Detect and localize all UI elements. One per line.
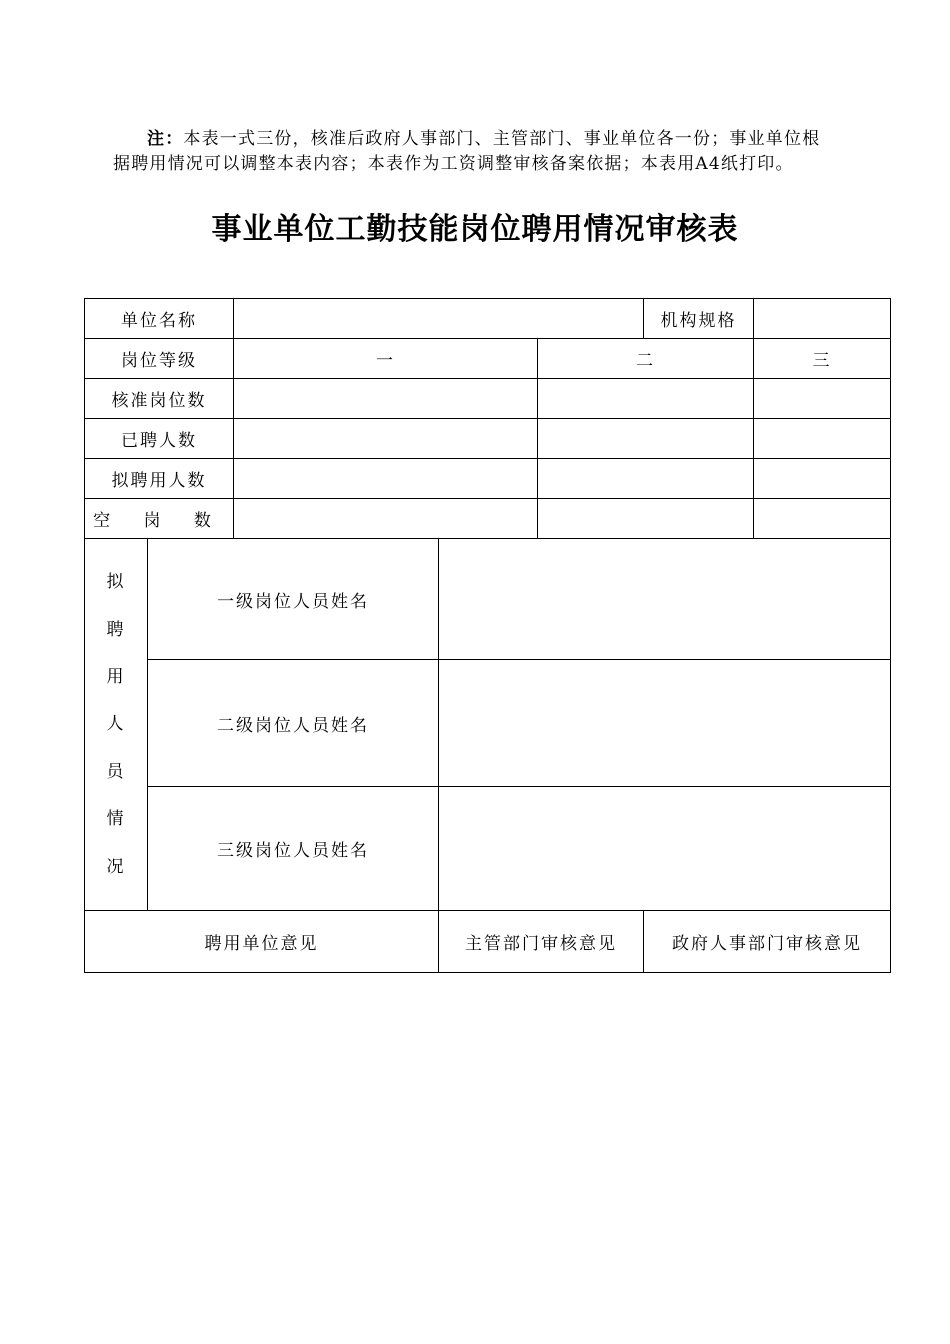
government-hr-opinion[interactable]: 政府人事部门审核意见 (644, 911, 891, 973)
vacant-level1-field[interactable] (234, 499, 538, 539)
vacant-level2-field[interactable] (538, 499, 754, 539)
level-one-header: 一 (234, 339, 538, 379)
label-approved-posts: 核准岗位数 (85, 379, 234, 419)
row-level1-names (85, 539, 891, 660)
note-text: 本表一式三份，核准后政府人事部门、主管部门、事业单位各一份；事业单位根据聘用情况可以调整本表内容；本表作为工资调整审核备案依据；本表用A4纸打印。 (113, 129, 821, 174)
label-hired: 已聘人数 (85, 419, 234, 459)
label-unit-name: 单位名称 (85, 299, 234, 339)
unit-name-field[interactable] (234, 299, 644, 339)
label-level3-names: 三级岗位人员姓名 (148, 787, 439, 911)
form-title: 事业单位工勤技能岗位聘用情况审核表 (211, 212, 739, 247)
level-two-header: 二 (538, 339, 754, 379)
org-spec-field[interactable] (754, 299, 891, 339)
row-level2-names (85, 660, 891, 787)
level1-names-field[interactable] (439, 539, 891, 660)
row-vacant (85, 499, 891, 539)
vertical-char: 员 (106, 761, 126, 782)
label-post-level: 岗位等级 (85, 339, 234, 379)
vertical-char: 拟 (106, 572, 126, 593)
vertical-char: 况 (106, 856, 126, 877)
row-opinions (85, 911, 891, 973)
vertical-char: 聘 (106, 619, 126, 640)
approved-posts-level2-field[interactable] (538, 379, 754, 419)
row-to-hire (85, 459, 891, 499)
form-note (113, 127, 837, 177)
note-label: 注： (147, 129, 184, 149)
review-form-table (84, 298, 891, 973)
row-hired (85, 419, 891, 459)
hiring-unit-opinion[interactable]: 聘用单位意见 (85, 911, 439, 973)
hired-level3-field[interactable] (754, 419, 891, 459)
row-level3-names (85, 787, 891, 911)
level-three-header: 三 (754, 339, 891, 379)
label-org-spec: 机构规格 (644, 299, 754, 339)
level2-names-field[interactable] (439, 660, 891, 787)
vertical-char: 情 (106, 809, 126, 830)
label-level2-names: 二级岗位人员姓名 (148, 660, 439, 787)
row-unit-name (85, 299, 891, 339)
row-approved-posts (85, 379, 891, 419)
personnel-vertical-label (85, 539, 148, 911)
to-hire-level2-field[interactable] (538, 459, 754, 499)
hired-level2-field[interactable] (538, 419, 754, 459)
supervisor-opinion[interactable]: 主管部门审核意见 (439, 911, 644, 973)
label-vacant: 空 岗 数 (85, 499, 234, 539)
vacant-level3-field[interactable] (754, 499, 891, 539)
label-to-hire: 拟聘用人数 (85, 459, 234, 499)
row-post-level (85, 339, 891, 379)
hired-level1-field[interactable] (234, 419, 538, 459)
to-hire-level1-field[interactable] (234, 459, 538, 499)
approved-posts-level1-field[interactable] (234, 379, 538, 419)
level3-names-field[interactable] (439, 787, 891, 911)
vertical-char: 用 (106, 667, 126, 688)
vertical-char: 人 (106, 714, 126, 735)
to-hire-level3-field[interactable] (754, 459, 891, 499)
label-level1-names: 一级岗位人员姓名 (148, 539, 439, 660)
approved-posts-level3-field[interactable] (754, 379, 891, 419)
